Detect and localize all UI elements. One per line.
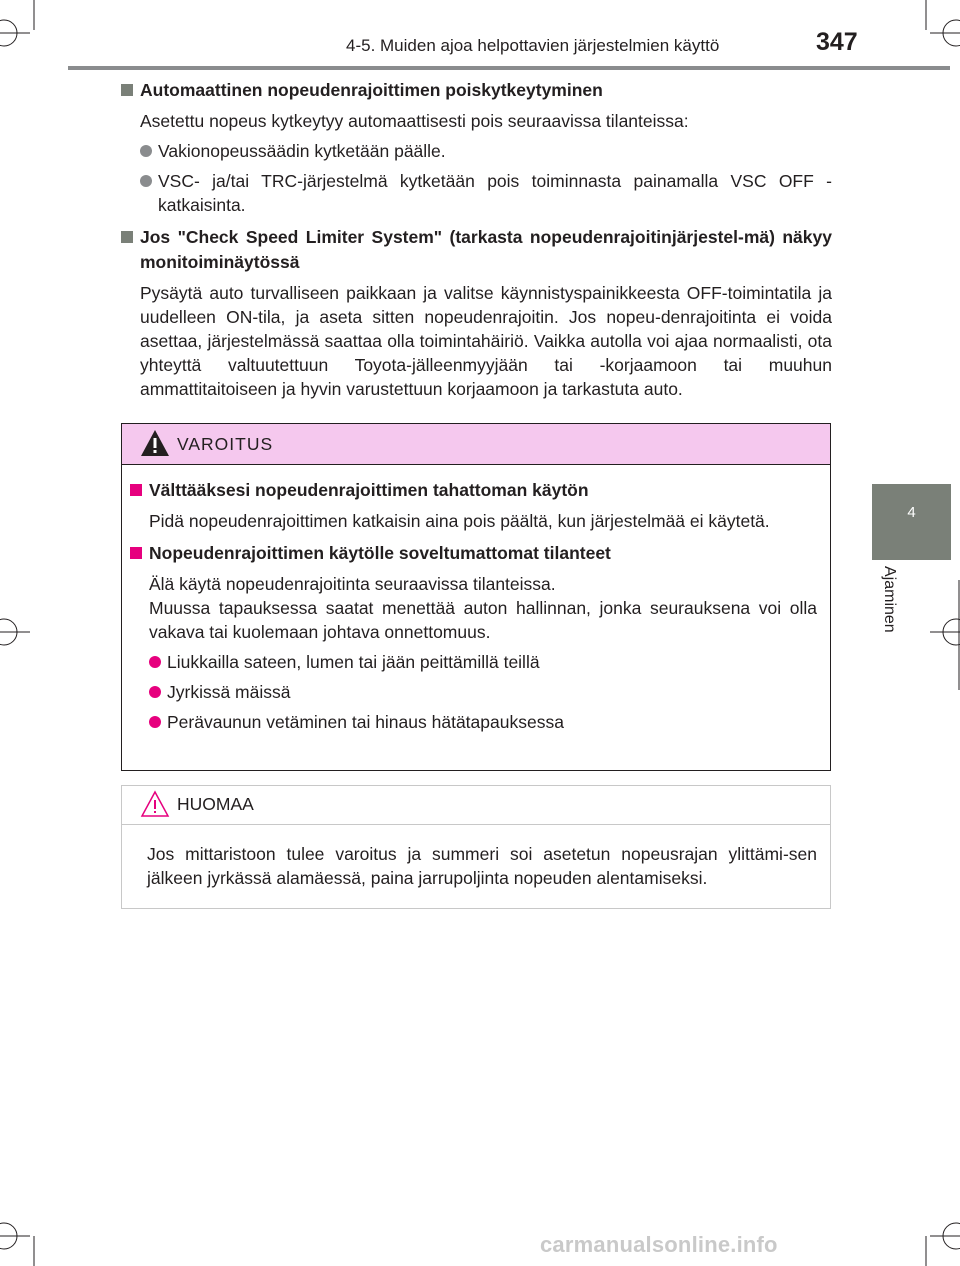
list-item: Perävaunun vetäminen tai hinaus hätätapauksessa [129,710,817,734]
page-number: 347 [816,28,858,56]
warning-title: VAROITUS [177,434,274,454]
warning-item-text: Muussa tapauksessa saatat menettää auton hallinnan, jonka seurauksena voi olla vakava tai kuolemaan johtava onnettomuus. [149,598,817,642]
notice-text: Jos mittaristoon tulee varoitus ja summeri soi asetetun nopeusrajan ylittämi-sen jälkeen jyrkässä alamäessä, paina jarrupoljinta nopeuden alentamiseksi. [147,844,817,888]
round-bullet-icon [149,716,161,728]
page-header-title: 4-5. Muiden ajoa helpottavien järjestelmien käyttö [346,36,720,55]
chapter-number: 4 [907,504,916,521]
chapter-label: Ajaminen [881,566,898,633]
header-rule [68,66,950,70]
list-item: Liukkailla sateen, lumen tai jään peittämillä teillä [129,650,817,674]
warning-item-text: Pidä nopeudenrajoittimen katkaisin aina pois päältä, kun järjestelmää ei käytetä. [149,511,770,531]
round-bullet-icon [149,686,161,698]
warning-triangle-icon [140,429,170,457]
warning-box [121,423,831,771]
watermark: carmanualsonline.info [540,1232,778,1257]
list-item: Jyrkissä mäissä [129,680,817,704]
round-bullet-icon [149,656,161,668]
warning-item-text: Älä käytä nopeudenrajoitinta seuraavissa tilanteissa. [149,574,556,594]
warning-item-heading: Välttääksesi nopeudenrajoittimen tahattoman käytön [129,478,817,503]
section-heading: Jos "Check Speed Limiter System" (tarkasta nopeudenrajoitinjärjestel-mä) näkyy monitoiminäytössä [120,225,832,275]
square-bullet-icon [130,547,142,559]
section-text: Pysäytä auto turvalliseen paikkaan ja valitse käynnistyspainikkeesta OFF-toimintatila ja uudelleen ON-tila, ja aseta sitten nopeudenrajoitin. Jos nopeu-denrajoitinta ei voida asettaa, järjestelmässä saattaa olla toimintahäiriö. Vaikka autolla voi ajaa normaalisti, ota yhteyttä valtuutettuun Toyota-jälleenmyyjään tai -korjaamoon tai muuhun ammattitaitoiseen ja hyvin varustettuun korjaamoon ja tarkastuta auto. [140,283,832,399]
square-bullet-icon [121,231,133,243]
warning-header [122,424,830,465]
round-bullet-icon [140,175,152,187]
main-content [120,78,832,407]
notice-title: HUOMAA [177,794,254,814]
round-bullet-icon [140,145,152,157]
warning-body [129,478,817,740]
notice-box [121,785,831,909]
notice-triangle-icon [140,790,170,818]
square-bullet-icon [121,84,133,96]
section-heading: Automaattinen nopeudenrajoittimen poiskytkeytyminen [120,78,832,103]
warning-item-heading: Nopeudenrajoittimen käytölle soveltumattomat tilanteet [129,541,817,566]
list-item: VSC- ja/tai TRC-järjestelmä kytketään pois toiminnasta painamalla VSC OFF -katkaisinta. [120,169,832,217]
chapter-tab [872,484,951,560]
section-text: Asetettu nopeus kytkeytyy automaattisesti pois seuraavissa tilanteissa: [140,111,689,131]
list-item: Vakionopeussäädin kytketään päälle. [120,139,832,163]
notice-header [122,786,830,825]
square-bullet-icon [130,484,142,496]
